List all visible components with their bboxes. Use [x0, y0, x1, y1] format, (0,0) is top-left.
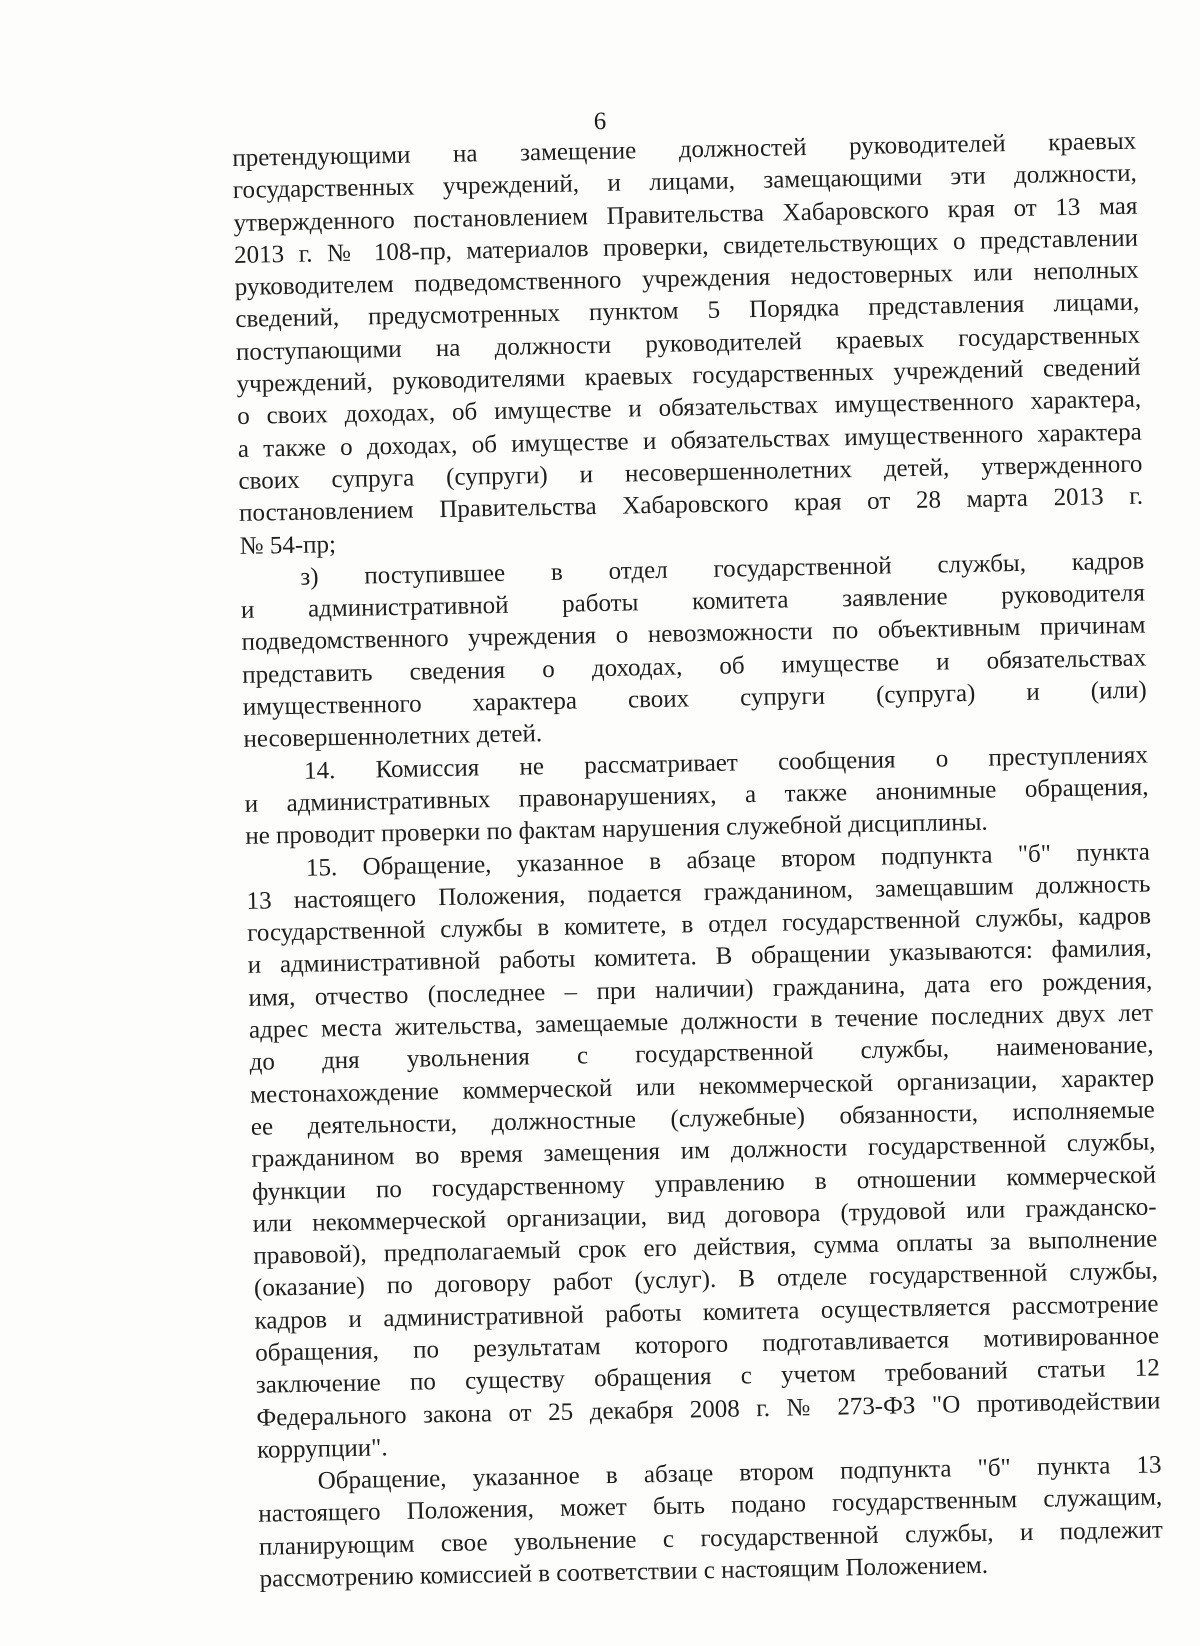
- text-line: сведений, предусмотренных пунктом 5 Порядка представления лицами,: [235, 289, 1140, 334]
- text-line: или некоммерческой организации, вид договора (трудовой или гражданско-: [252, 1193, 1157, 1238]
- text-line: ее деятельности, должностные (служебные) обязанности, исполняемые: [250, 1096, 1155, 1141]
- text-line: планирующим свое увольнение с государственной службы, и подлежит: [258, 1516, 1164, 1561]
- text-line: местонахождение коммерческой или некоммерческой организации, характер: [250, 1064, 1155, 1109]
- text-line: претендующими на замещение должностей руководителей краевых: [232, 127, 1137, 172]
- text-line: функции по государственному управлению в отношении коммерческой: [251, 1160, 1157, 1206]
- text-line: рассмотрению комиссией в соответствии с настоящим Положением.: [259, 1551, 989, 1593]
- text-line: (оказание) по договору работ (услуг). В отделе государственной службы,: [253, 1257, 1159, 1303]
- text-line: кадров и административной работы комитета осуществляется рассмотрение: [254, 1290, 1159, 1335]
- text-line: руководителем подведомственного учреждения недостоверных или неполных: [234, 256, 1139, 302]
- text-line: о своих доходах, об имуществе и обязательствах имущественного характера,: [236, 385, 1142, 431]
- text-line: имя, отчество (последнее – при наличии) гражданина, дата его рождения,: [248, 967, 1153, 1012]
- text-line: государственной службы в комитете, в отдел государственной службы, кадров: [246, 902, 1152, 947]
- text-line: подведомственного учреждения о невозможности по объективным причинам: [241, 612, 1146, 657]
- text-line: Обращение, указанное в абзаце втором подпункта "б" пункта 13: [317, 1451, 1162, 1495]
- text-line: и административной работы комитета заявление руководителя: [240, 579, 1146, 625]
- text-line: несовершеннолетних детей.: [243, 720, 543, 754]
- text-line: представить сведения о доходах, об имуществе и обязательствах: [241, 644, 1147, 689]
- text-line: поступающими на должности руководителей краевых государственных: [235, 321, 1141, 366]
- text-line: постановлением Правительства Хабаровского края от 28 марта 2013 г.: [238, 482, 1144, 528]
- text-line: не проводит проверки по фактам нарушения служебной дисциплины.: [245, 808, 988, 851]
- text-line: настоящего Положения, может быть подано государственным служащим,: [258, 1483, 1163, 1529]
- text-line: своих супруга (супруги) и несовершеннолетних детей, утвержденного: [238, 450, 1143, 495]
- text-line: 13 настоящего Положения, подается гражданином, замещавшим должность: [246, 870, 1151, 915]
- text-line: гражданином во время замещения им должности государственной службы,: [251, 1128, 1156, 1174]
- text-line: 14. Комиссия не рассматривает сообщения о преступлениях: [303, 741, 1149, 785]
- text-line: № 54-пр;: [239, 530, 337, 560]
- text-line: 15. Обращение, указанное в абзаце втором подпункта "б" пункта: [305, 838, 1151, 882]
- body-text: [232, 126, 1164, 1596]
- text-line: утвержденного постановлением Правительства Хабаровского края от 13 мая: [233, 192, 1138, 237]
- page-number: 6: [593, 108, 607, 135]
- text-line: и административных правонарушениях, а также анонимные обращения,: [244, 773, 1149, 818]
- text-line: адрес места жительства, замещаемые должности в течение последних двух лет: [248, 999, 1154, 1044]
- text-line: до дня увольнения с государственной службы, наименование,: [249, 1031, 1154, 1077]
- text-line: коррупции".: [256, 1434, 388, 1464]
- text-line: заключение по существу обращения с учетом требований статьи 12: [255, 1354, 1160, 1400]
- text-line: обращения, по результатам которого подготавливается мотивированное: [254, 1322, 1160, 1367]
- text-line: учреждений, руководителями краевых государственных учреждений сведений: [236, 353, 1141, 399]
- text-line: а также о доходах, об имуществе и обязательствах имущественного характера: [237, 418, 1142, 463]
- text-line: Федерального закона от 25 декабря 2008 г. № 273-ФЗ "О противодействии: [256, 1386, 1161, 1432]
- text-line: имущественного характера своих супруги (супруга) и (или): [242, 676, 1147, 721]
- text-line: з) поступившее в отдел государственной службы, кадров: [300, 547, 1145, 591]
- text-line: 2013 г. № 108-пр, материалов проверки, свидетельствующих о представлении: [233, 224, 1139, 269]
- text-line: государственных учреждений, и лицами, замещающими эти должности,: [232, 159, 1138, 205]
- text-line: и административной работы комитета. В обращении указываются: фамилия,: [247, 934, 1152, 980]
- text-line: правовой), предполагаемый срок его действия, сумма оплаты за выполнение: [253, 1225, 1158, 1270]
